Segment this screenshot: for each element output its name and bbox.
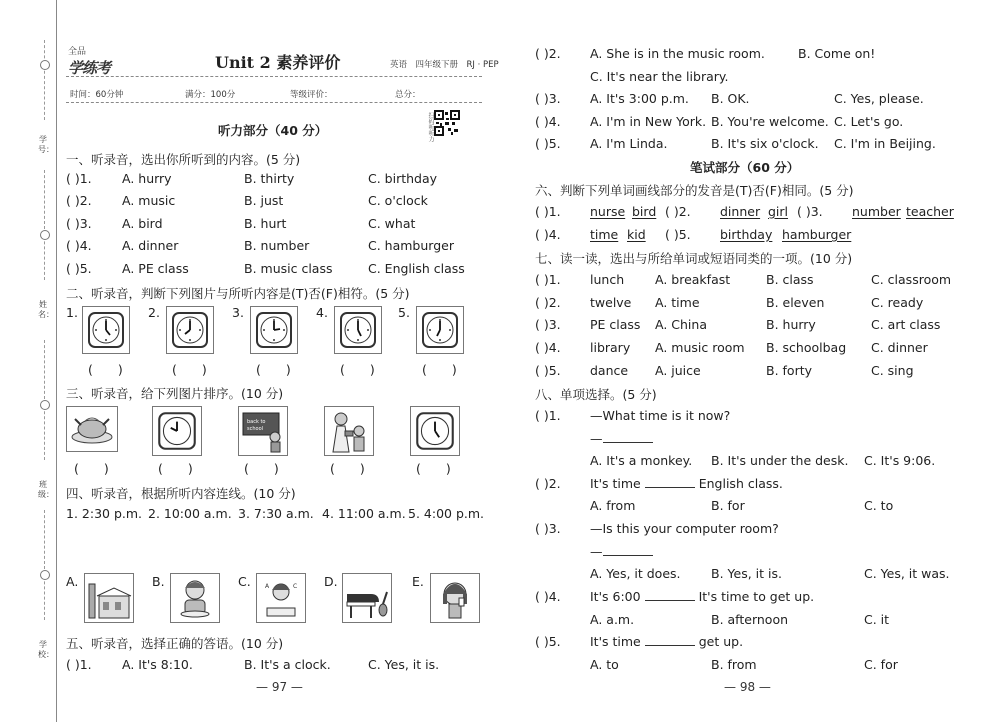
option-a: A. It's 8:10. [122,657,193,672]
option-a: A. I'm in New York. [590,114,707,129]
answer-bracket[interactable]: ( ) [416,461,451,476]
given-word: library [590,340,631,355]
school-label: 学校： [38,640,54,659]
answer-bracket[interactable]: ( ) [330,461,365,476]
option-b: B. music class [244,261,333,276]
answer-bracket[interactable]: ( ) [256,362,291,377]
name-label: 姓名： [38,300,54,319]
option-c: C. it [864,612,890,627]
blank[interactable] [645,634,695,646]
option-a: A. to [590,657,619,672]
full-score: 满分：100分 [185,90,236,100]
time-item[interactable]: 1. 2:30 p.m. [66,506,143,521]
svg-text:C: C [293,583,298,590]
clock-picture [166,306,214,354]
answer-bracket[interactable]: ( ) [172,362,207,377]
word: time [590,227,619,242]
picture-letter: D. [324,574,338,589]
given-word: twelve [590,295,632,310]
word: hamburger [782,227,852,242]
section-1-title: 一、听录音，选出你所听到的内容。(5 分) [66,152,301,167]
page-number-right: — 98 — [724,680,771,694]
class-label: 班级： [38,480,54,499]
option-b: B. hurt [244,216,287,231]
question-text [590,476,783,491]
question-number: ( )2. [66,193,92,208]
option-c: C. for [864,657,898,672]
question-number: ( )5. [535,136,561,151]
option-a: A. PE class [122,261,189,276]
picture-letter: B. [152,574,165,589]
option-c: C. ready [871,295,924,310]
option-a: A. She is in the music room. [590,46,765,61]
given-word: PE class [590,317,641,332]
clock-picture [152,406,202,456]
question-number: ( )5. [66,261,92,276]
option-a: A. music [122,193,176,208]
option-c: C. dinner [871,340,928,355]
blank[interactable] [603,431,653,443]
picture-number: 2. [148,305,160,320]
option-c: C. It's near the library. [590,69,729,84]
question-number: ( )3. [535,91,561,106]
svg-text:back to: back to [247,419,266,425]
option-b: B. eleven [766,295,825,310]
question-number: ( )3. [535,317,561,332]
picture-letter: E. [412,574,424,589]
cut-line [44,510,45,620]
option-b: B. thirty [244,171,295,186]
answer-line [590,544,653,559]
option-c: C. o'clock [368,193,428,208]
option-b: B. OK. [711,91,750,106]
picture-number: 3. [232,305,244,320]
word: girl [768,204,789,219]
question-number: ( )4. [66,238,92,253]
logo [68,44,110,78]
option-a: A. China [655,317,707,332]
option-a: A. It's a monkey. [590,453,693,468]
question-number: ( )2. [535,476,561,491]
option-c: C. art class [871,317,941,332]
option-b: B. hurry [766,317,816,332]
time-item[interactable]: 2. 10:00 a.m. [148,506,232,521]
option-b: B. Yes, it is. [711,566,782,581]
cut-line [44,170,45,280]
option-c: C. Let's go. [834,114,904,129]
clock-picture [410,406,460,456]
logo-main: 学练考 [68,59,111,77]
clock-picture [250,306,298,354]
section-6-title: 六、判断下列单词画线部分的发音是(T)否(F)相同。(5 分) [535,183,854,198]
option-b: B. afternoon [711,612,789,627]
question-number: ( )3. [535,521,561,536]
blank[interactable] [603,544,653,556]
book-meta: 英语 四年级下册 RJ · PEP [390,60,499,70]
question-text [590,634,743,649]
section-2-title: 二、听录音，判断下列图片与所听内容是(T)否(F)相符。(5 分) [66,286,410,301]
option-a: A. I'm Linda. [590,136,668,151]
binding-hole [40,570,50,580]
option-c: C. It's 9:06. [864,453,936,468]
option-b: B. Come on! [798,46,876,61]
option-b: B. schoolbag [766,340,847,355]
roast-chicken-picture [66,406,118,452]
qr-code-icon[interactable] [434,110,460,136]
q-part: It's time to get up. [698,589,815,604]
blank[interactable] [645,589,695,601]
question-number: ( )1. [535,272,561,287]
question-number: ( )2. [535,295,561,310]
option-a: A. music room [655,340,745,355]
question-number: ( )4. [535,340,561,355]
binding-hole [40,230,50,240]
answer-bracket[interactable]: ( ) [244,461,279,476]
option-b: B. number [244,238,310,253]
option-a: A. time [655,295,700,310]
section-4-title: 四、听录音，根据所听内容连线。(10 分) [66,486,296,501]
option-b: B. for [711,498,745,513]
question-number: ( )1. [535,204,561,219]
question-number: ( )5. [535,634,561,649]
question-number: ( )1. [66,657,92,672]
qr-note: 扫码听听力 [427,112,434,142]
question-number: ( )5. [535,363,561,378]
header-divider [66,102,482,103]
option-c: C. Yes, it was. [864,566,950,581]
clock-picture [82,306,130,354]
classroom-blackboard-picture [238,406,288,456]
listening-heading: 听力部分（40 分） [218,123,328,138]
word: dinner [720,204,761,219]
option-c: C. to [864,498,894,513]
picture-number: 4. [316,305,328,320]
binding-hole [40,400,50,410]
question-number: ( )4. [535,114,561,129]
section-8-title: 八、单项选择。(5 分) [535,387,657,402]
girl-drinking-picture[interactable] [430,573,480,623]
header-divider [66,76,482,77]
section-7-title: 七、读一读，选出与所给单词或短语同类的一项。(10 分) [535,251,853,266]
answer-bracket[interactable]: ( ) [422,362,457,377]
question-number: ( )4. [535,589,561,604]
option-a: A. It's 3:00 p.m. [590,91,689,106]
question-number: ( )3. [66,216,92,231]
writing-heading: 笔试部分（60 分） [690,160,800,175]
option-c: C. birthday [368,171,438,186]
word: teacher [906,204,954,219]
option-b: B. class [766,272,814,287]
cut-line [44,40,45,120]
option-b: B. It's under the desk. [711,453,849,468]
option-c: C. English class [368,261,465,276]
question-number: ( )1. [66,171,92,186]
section-3-title: 三、听录音，给下列图片排序。(10 分) [66,386,284,401]
logo-top: 全品 [68,47,87,57]
answer-line [590,431,653,446]
q-part: It's 6:00 [590,589,641,604]
dash: — [590,544,603,559]
girl-studying-picture[interactable] [256,573,306,623]
option-a: A. from [590,498,636,513]
option-a: A. hurry [122,171,172,186]
question-number: ( )2. [535,46,561,61]
question-text: —Is this your computer room? [590,521,779,536]
option-b: B. You're welcome. [711,114,829,129]
option-c: C. classroom [871,272,952,287]
clock-picture [334,306,382,354]
mother-and-child-picture [324,406,374,456]
option-b: B. It's six o'clock. [711,136,819,151]
time-item[interactable]: 3. 7:30 a.m. [238,506,314,521]
option-c: C. hamburger [368,238,454,253]
question-text [590,589,814,604]
time-item[interactable]: 5. 4:00 p.m. [408,506,485,521]
svg-text:A: A [265,583,270,590]
option-c: C. what [368,216,416,231]
option-b: B. from [711,657,757,672]
option-a: A. Yes, it does. [590,566,681,581]
question-number: ( )5. [665,227,691,242]
binding-line [56,0,57,722]
word: birthday [720,227,773,242]
word: kid [627,227,646,242]
option-b: B. just [244,193,284,208]
section-5-title: 五、听录音，选择正确的答语。(10 分) [66,636,284,651]
question-number: ( )4. [535,227,561,242]
library-building-picture[interactable] [84,573,134,623]
option-a: A. bird [122,216,163,231]
picture-number: 1. [66,305,78,320]
picture-letter: C. [238,574,251,589]
option-c: C. Yes, it is. [368,657,440,672]
given-word: lunch [590,272,625,287]
option-c: C. Yes, please. [834,91,924,106]
option-a: A. dinner [122,238,179,253]
total-score: 总分： [395,90,421,100]
grade-eval: 等级评价： [290,90,333,100]
question-number: ( )1. [535,408,561,423]
q-part: It's time [590,634,641,649]
q-part: English class. [698,476,783,491]
binding-strip [0,0,58,722]
boy-eating-picture[interactable] [170,573,220,623]
option-b: B. forty [766,363,813,378]
option-c: C. I'm in Beijing. [834,136,936,151]
question-number: ( )3. [797,204,823,219]
dash: — [590,431,603,446]
given-word: dance [590,363,629,378]
option-a: A. a.m. [590,612,635,627]
clock-picture [416,306,464,354]
time-item[interactable]: 4. 11:00 a.m. [322,506,406,521]
svg-text:school: school [247,426,264,432]
option-b: B. It's a clock. [244,657,331,672]
answer-bracket[interactable]: ( ) [88,362,123,377]
blank[interactable] [645,476,695,488]
answer-bracket[interactable]: ( ) [158,461,193,476]
time-limit: 时间：60分钟 [70,90,124,100]
page-title: Unit 2 素养评价 [215,53,341,72]
word: bird [632,204,657,219]
student-number-label: 学号： [38,135,54,154]
option-a: A. breakfast [655,272,731,287]
word: number [852,204,901,219]
page-number-left: — 97 — [256,680,303,694]
word: nurse [590,204,626,219]
piano-picture[interactable] [342,573,392,623]
q-part: get up. [698,634,744,649]
answer-bracket[interactable]: ( ) [340,362,375,377]
q-part: It's time [590,476,641,491]
picture-number: 5. [398,305,410,320]
option-a: A. juice [655,363,701,378]
picture-letter: A. [66,574,79,589]
binding-hole [40,60,50,70]
answer-bracket[interactable]: ( ) [74,461,109,476]
question-text: —What time is it now? [590,408,731,423]
option-c: C. sing [871,363,914,378]
question-number: ( )2. [665,204,691,219]
